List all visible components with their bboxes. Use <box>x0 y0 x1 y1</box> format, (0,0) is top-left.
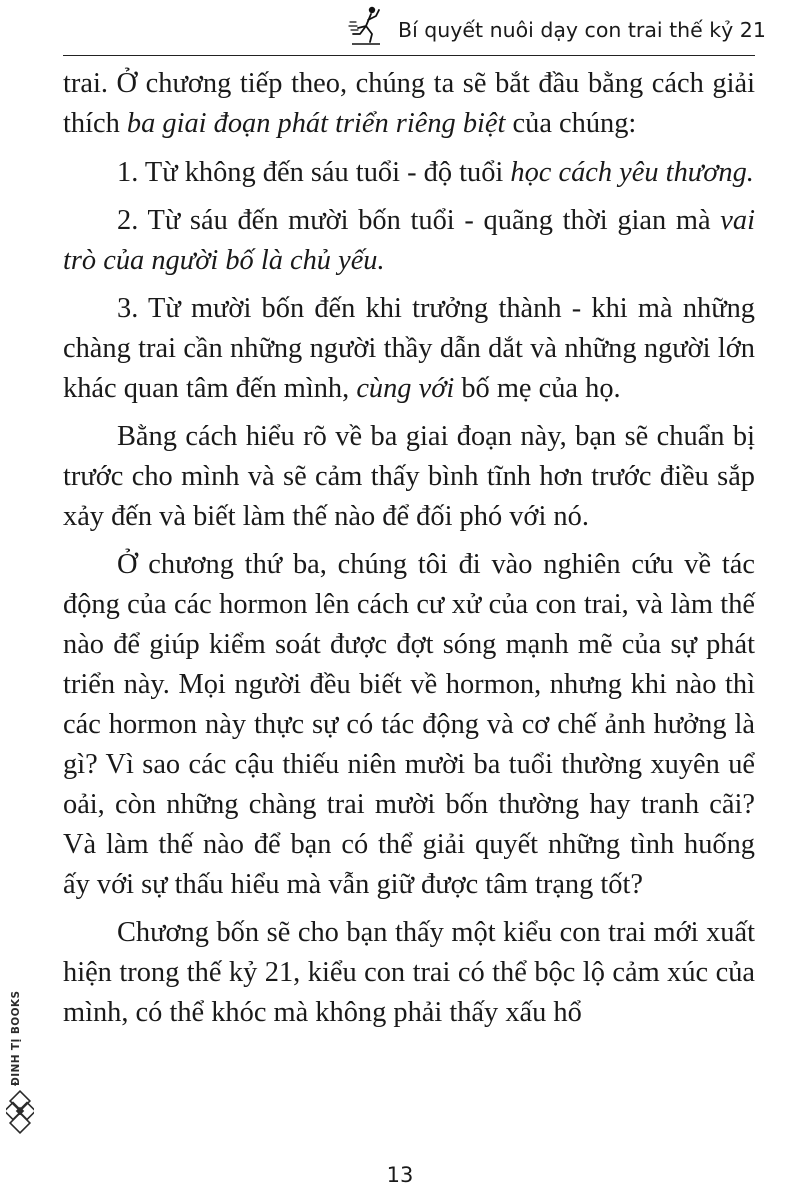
list-item-text: 2. Từ sáu đến mười bốn tuổi - quãng thời gian mà <box>117 205 711 236</box>
publisher-name-text: ĐINH TỊ BOOKS <box>10 990 22 1086</box>
list-item-2 <box>63 201 755 281</box>
paragraph-continuation <box>63 64 755 144</box>
paragraph-three-stages: Bằng cách hiểu rõ về ba giai đoạn này, bạn sẽ chuẩn bị trước cho mình và sẽ cảm thấy bình tĩnh hơn trước điều sắp xảy đến và biết làm thế nào để đối phó với nó. <box>63 421 755 532</box>
list-item-text: bố mẹ của họ. <box>461 373 621 404</box>
page-header <box>0 0 800 60</box>
list-item-1 <box>63 153 755 193</box>
header-rule <box>63 55 755 56</box>
emphasis-text: vai trò của người bố là chủ yếu. <box>63 205 755 276</box>
publisher-mark <box>0 990 40 1140</box>
emphasis-text: ba giai đoạn phát triển riêng biệt <box>126 108 506 139</box>
page-body <box>63 64 755 1035</box>
publisher-logo-icon <box>6 1090 34 1134</box>
paragraph-text: của chúng: <box>512 108 637 139</box>
page-number: 13 <box>386 1163 414 1187</box>
emphasis-text: học cách yêu thương. <box>510 157 754 188</box>
running-title: Bí quyết nuôi dạy con trai thế kỷ 21 <box>398 18 766 42</box>
running-boy-icon <box>348 4 384 48</box>
paragraph-text: trai. Ở chương tiếp theo, chúng ta sẽ bắt đầu bằng cách giải thích <box>63 68 755 139</box>
list-item-3 <box>63 289 755 409</box>
paragraph-chapter-three: Ở chương thứ ba, chúng tôi đi vào nghiên cứu về tác động của các hormon lên cách cư xử của con trai, và làm thế nào để giúp kiểm soát được đợt sóng mạnh mẽ của sự phát triển này. Mọi người đều biết về hormon, nhưng khi nào thì các hormon này thực sự có tác động và cơ chế ảnh hưởng là gì? Vì sao các cậu thiếu niên mười ba tuổi thường xuyên uể oải, còn những chàng trai mười bốn thường hay tranh cãi? Và làm thế nào để bạn có thể giải quyết những tình huống ấy với sự thấu hiểu mà vẫn giữ được tâm trạng tốt? <box>63 549 755 900</box>
emphasis-text: cùng với <box>356 373 455 404</box>
list-item-text: 3. Từ mười bốn đến khi trưởng thành - khi mà những chàng trai cần những người thầy dẫn dắt và những người lớn khác quan tâm đến mình, <box>63 293 755 404</box>
paragraph-chapter-four: Chương bốn sẽ cho bạn thấy một kiểu con trai mới xuất hiện trong thế kỷ 21, kiểu con trai có thể bộc lộ cảm xúc của mình, có thể khóc mà không phải thấy xấu hổ <box>63 917 755 1028</box>
list-item-text: 1. Từ không đến sáu tuổi - độ tuổi <box>117 157 504 188</box>
